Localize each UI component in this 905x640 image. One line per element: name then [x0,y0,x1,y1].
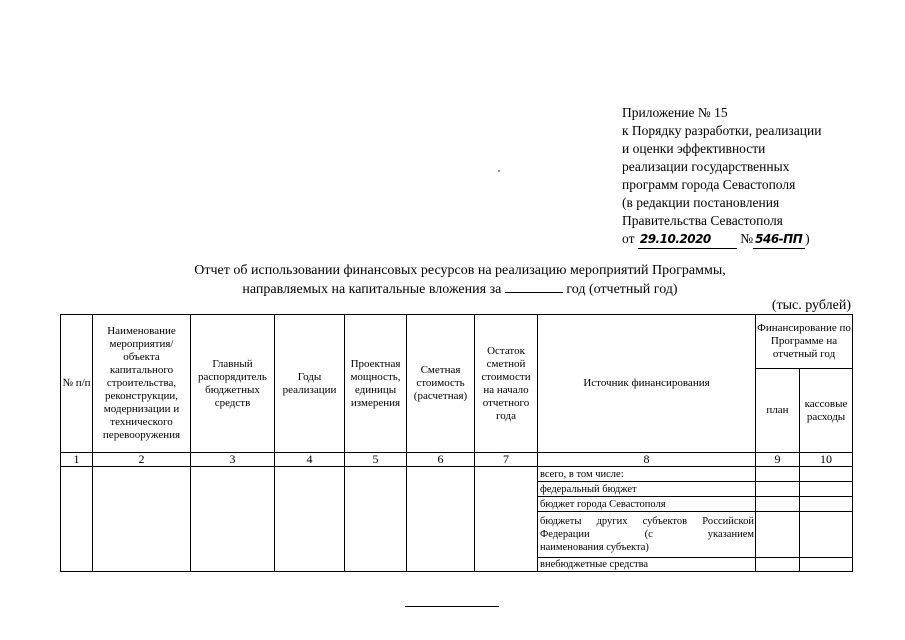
header-cash-expenses: кассовые расходы [800,369,853,453]
appendix-date-line [622,230,892,249]
report-table [60,314,853,572]
empty-cell [756,558,800,572]
appendix-line: реализации государственных [622,159,790,174]
source-other-subjects-note: наименования субъекта) [540,542,649,553]
handwritten-date: 29.10.2020 [638,230,737,249]
column-number: 6 [407,453,475,467]
units-label: (тыс. рублей) [771,298,851,313]
appendix-line: к Порядку разработки, реализации [622,123,822,138]
empty-cell [800,558,853,572]
year-blank [505,280,563,293]
empty-cell [800,467,853,482]
column-number: 3 [191,453,275,467]
appendix-line: Приложение № 15 [622,105,728,120]
header-remaining-cost: Остаток сметной стоимости на начало отчетного года [475,315,538,453]
source-city: бюджет города Севастополя [538,497,756,512]
scan-speck [498,170,500,172]
header-years: Годы реализации [275,315,345,453]
appendix-line: программ города Севастополя [622,177,796,192]
header-plan: план [756,369,800,453]
header-funding-source: Источник финансирования [538,315,756,453]
ot-label: от [622,231,635,246]
column-number: 1 [61,453,93,467]
column-number: 7 [475,453,538,467]
header-number: № п/п [61,315,93,453]
title-line-2 [90,280,830,299]
appendix-line: и оценки эффективности [622,141,766,156]
empty-cell [61,467,93,572]
empty-cell [191,467,275,572]
title-line-2-end: год (отчетный год) [566,282,678,297]
empty-cell [93,467,191,572]
bottom-separator-line [405,606,499,607]
handwritten-number: 546-ПП [753,230,805,249]
header-program-financing: Финансирование по Программе на отчетный год [756,315,853,369]
empty-cell [756,512,800,558]
source-extrabudgetary: внебюджетные средства [538,558,756,572]
column-number: 9 [756,453,800,467]
source-other-subjects [538,512,756,558]
source-total: всего, в том числе: [538,467,756,482]
report-title [90,262,830,299]
empty-cell [756,467,800,482]
close-paren: ) [805,231,810,246]
column-number: 10 [800,453,853,467]
source-other-subjects-text: бюджеты других субъектов Российской Федерации (с указанием [540,516,754,540]
column-number: 8 [538,453,756,467]
title-line-2-start: направляемых на капитальные вложения за [242,282,502,297]
empty-cell [800,512,853,558]
empty-cell [800,497,853,512]
appendix-line: (в редакции постановления [622,195,780,210]
empty-cell [407,467,475,572]
source-federal: федеральный бюджет [538,482,756,497]
header-estimated-cost: Сметная стоимость (расчетная) [407,315,475,453]
empty-cell [345,467,407,572]
empty-cell [800,482,853,497]
header-manager: Главный распорядитель бюджетных средств [191,315,275,453]
column-number: 2 [93,453,191,467]
empty-cell [756,482,800,497]
number-sign: № [740,231,754,246]
header-capacity: Проектная мощность, единицы измерения [345,315,407,453]
empty-cell [756,497,800,512]
appendix-line: Правительства Севастополя [622,213,783,228]
title-line-1: Отчет об использовании финансовых ресурсов на реализацию мероприятий Программы, [194,263,726,278]
header-object-name: Наименование мероприятия/ объекта капитального строительства, реконструкции, модернизации и технического перевооружения [93,315,191,453]
column-number: 4 [275,453,345,467]
empty-cell [475,467,538,572]
empty-cell [275,467,345,572]
column-number: 5 [345,453,407,467]
appendix-block [622,104,892,249]
